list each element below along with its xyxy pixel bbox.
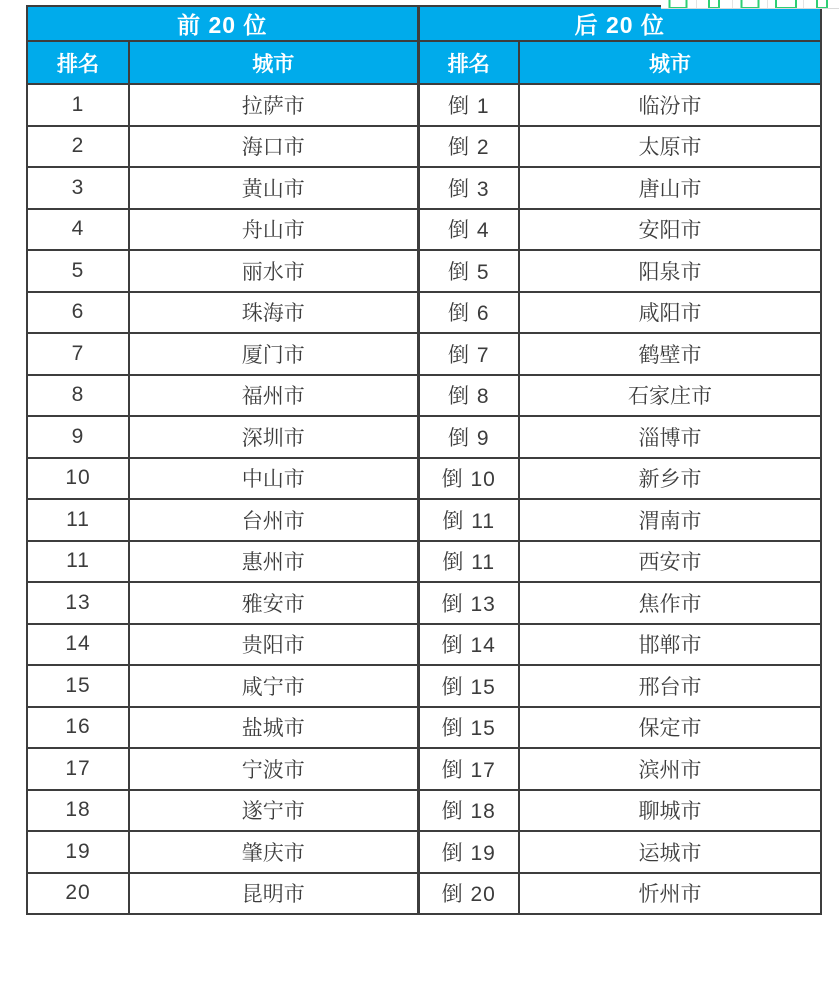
column-header-rank-right: 排名 xyxy=(418,41,519,84)
bottom20-city-cell: 忻州市 xyxy=(519,873,821,915)
bottom20-city-cell: 西安市 xyxy=(519,541,821,583)
table-row xyxy=(27,707,821,749)
column-header-row xyxy=(27,41,821,84)
top20-rank-cell: 20 xyxy=(27,873,129,915)
bottom20-city-cell: 焦作市 xyxy=(519,582,821,624)
top20-city-cell: 海口市 xyxy=(129,126,418,168)
bottom20-rank-cell: 倒 14 xyxy=(418,624,519,666)
top20-rank-cell: 7 xyxy=(27,333,129,375)
bottom20-rank-cell: 倒 9 xyxy=(418,416,519,458)
bottom20-city-cell: 新乡市 xyxy=(519,458,821,500)
clipped-toolbar-icon-1[interactable] xyxy=(661,0,697,8)
top20-city-cell: 舟山市 xyxy=(129,209,418,251)
bottom20-rank-cell: 倒 19 xyxy=(418,831,519,873)
bottom20-rank-cell: 倒 1 xyxy=(418,84,519,126)
bottom20-rank-cell: 倒 5 xyxy=(418,250,519,292)
top20-rank-cell: 19 xyxy=(27,831,129,873)
group-header-row xyxy=(27,6,821,41)
table-row xyxy=(27,624,821,666)
top20-rank-cell: 11 xyxy=(27,541,129,583)
bottom20-city-cell: 阳泉市 xyxy=(519,250,821,292)
column-header-rank-left: 排名 xyxy=(27,41,129,84)
clipped-icon-glyph xyxy=(708,0,720,8)
top20-rank-cell: 1 xyxy=(27,84,129,126)
bottom20-rank-cell: 倒 7 xyxy=(418,333,519,375)
clipped-toolbar-icon-3[interactable] xyxy=(733,0,769,8)
table-row xyxy=(27,873,821,915)
bottom20-rank-cell: 倒 20 xyxy=(418,873,519,915)
top20-city-cell: 肇庆市 xyxy=(129,831,418,873)
bottom20-city-cell: 邢台市 xyxy=(519,665,821,707)
bottom20-city-cell: 安阳市 xyxy=(519,209,821,251)
table-row xyxy=(27,209,821,251)
table-row xyxy=(27,333,821,375)
top20-rank-cell: 3 xyxy=(27,167,129,209)
bottom20-city-cell: 邯郸市 xyxy=(519,624,821,666)
top20-city-cell: 宁波市 xyxy=(129,748,418,790)
top20-rank-cell: 8 xyxy=(27,375,129,417)
table-row xyxy=(27,831,821,873)
bottom20-rank-cell: 倒 15 xyxy=(418,707,519,749)
top20-city-cell: 中山市 xyxy=(129,458,418,500)
clipped-toolbar-icon-4[interactable] xyxy=(768,0,804,8)
top20-city-cell: 黄山市 xyxy=(129,167,418,209)
bottom20-city-cell: 保定市 xyxy=(519,707,821,749)
top20-rank-cell: 16 xyxy=(27,707,129,749)
bottom20-rank-cell: 倒 8 xyxy=(418,375,519,417)
top20-city-cell: 拉萨市 xyxy=(129,84,418,126)
bottom20-city-cell: 渭南市 xyxy=(519,499,821,541)
table-row xyxy=(27,126,821,168)
table-row xyxy=(27,292,821,334)
group-header-bottom20: 后 20 位 xyxy=(418,6,821,41)
bottom20-city-cell: 鹤壁市 xyxy=(519,333,821,375)
bottom20-city-cell: 唐山市 xyxy=(519,167,821,209)
top20-rank-cell: 6 xyxy=(27,292,129,334)
top20-rank-cell: 17 xyxy=(27,748,129,790)
top20-rank-cell: 9 xyxy=(27,416,129,458)
clipped-toolbar-strip xyxy=(661,0,839,9)
bottom20-city-cell: 淄博市 xyxy=(519,416,821,458)
table-row xyxy=(27,499,821,541)
table-row xyxy=(27,582,821,624)
bottom20-rank-cell: 倒 6 xyxy=(418,292,519,334)
city-ranking-table xyxy=(26,5,822,915)
table-row xyxy=(27,167,821,209)
table-row xyxy=(27,250,821,292)
top20-city-cell: 福州市 xyxy=(129,375,418,417)
bottom20-rank-cell: 倒 11 xyxy=(418,499,519,541)
bottom20-rank-cell: 倒 17 xyxy=(418,748,519,790)
top20-rank-cell: 13 xyxy=(27,582,129,624)
top20-rank-cell: 5 xyxy=(27,250,129,292)
bottom20-city-cell: 临汾市 xyxy=(519,84,821,126)
bottom20-rank-cell: 倒 2 xyxy=(418,126,519,168)
top20-rank-cell: 2 xyxy=(27,126,129,168)
table-row xyxy=(27,541,821,583)
group-header-top20: 前 20 位 xyxy=(27,6,418,41)
ranking-table-body xyxy=(27,84,821,914)
bottom20-city-cell: 石家庄市 xyxy=(519,375,821,417)
top20-city-cell: 台州市 xyxy=(129,499,418,541)
top20-city-cell: 丽水市 xyxy=(129,250,418,292)
bottom20-rank-cell: 倒 15 xyxy=(418,665,519,707)
top20-rank-cell: 10 xyxy=(27,458,129,500)
clipped-toolbar-icon-2[interactable] xyxy=(697,0,733,8)
top20-city-cell: 惠州市 xyxy=(129,541,418,583)
table-row xyxy=(27,665,821,707)
column-header-city-right: 城市 xyxy=(519,41,821,84)
top20-rank-cell: 18 xyxy=(27,790,129,832)
table-row xyxy=(27,748,821,790)
bottom20-city-cell: 运城市 xyxy=(519,831,821,873)
clipped-icon-glyph xyxy=(816,0,828,8)
top20-city-cell: 深圳市 xyxy=(129,416,418,458)
top20-city-cell: 贵阳市 xyxy=(129,624,418,666)
top20-city-cell: 咸宁市 xyxy=(129,665,418,707)
bottom20-rank-cell: 倒 3 xyxy=(418,167,519,209)
table-row xyxy=(27,416,821,458)
table-row xyxy=(27,375,821,417)
clipped-toolbar-icon-5[interactable] xyxy=(804,0,839,8)
bottom20-rank-cell: 倒 11 xyxy=(418,541,519,583)
bottom20-city-cell: 滨州市 xyxy=(519,748,821,790)
table-row xyxy=(27,790,821,832)
top20-rank-cell: 11 xyxy=(27,499,129,541)
top20-rank-cell: 4 xyxy=(27,209,129,251)
clipped-icon-glyph xyxy=(669,0,688,8)
bottom20-rank-cell: 倒 18 xyxy=(418,790,519,832)
bottom20-rank-cell: 倒 4 xyxy=(418,209,519,251)
clipped-icon-glyph xyxy=(740,0,759,8)
bottom20-rank-cell: 倒 10 xyxy=(418,458,519,500)
clipped-icon-glyph xyxy=(775,0,797,8)
bottom20-city-cell: 咸阳市 xyxy=(519,292,821,334)
bottom20-city-cell: 太原市 xyxy=(519,126,821,168)
table-row xyxy=(27,458,821,500)
top20-city-cell: 昆明市 xyxy=(129,873,418,915)
bottom20-city-cell: 聊城市 xyxy=(519,790,821,832)
column-header-city-left: 城市 xyxy=(129,41,418,84)
top20-rank-cell: 14 xyxy=(27,624,129,666)
table-row xyxy=(27,84,821,126)
top20-city-cell: 盐城市 xyxy=(129,707,418,749)
top20-city-cell: 雅安市 xyxy=(129,582,418,624)
top20-city-cell: 遂宁市 xyxy=(129,790,418,832)
top20-city-cell: 厦门市 xyxy=(129,333,418,375)
top20-city-cell: 珠海市 xyxy=(129,292,418,334)
bottom20-rank-cell: 倒 13 xyxy=(418,582,519,624)
top20-rank-cell: 15 xyxy=(27,665,129,707)
